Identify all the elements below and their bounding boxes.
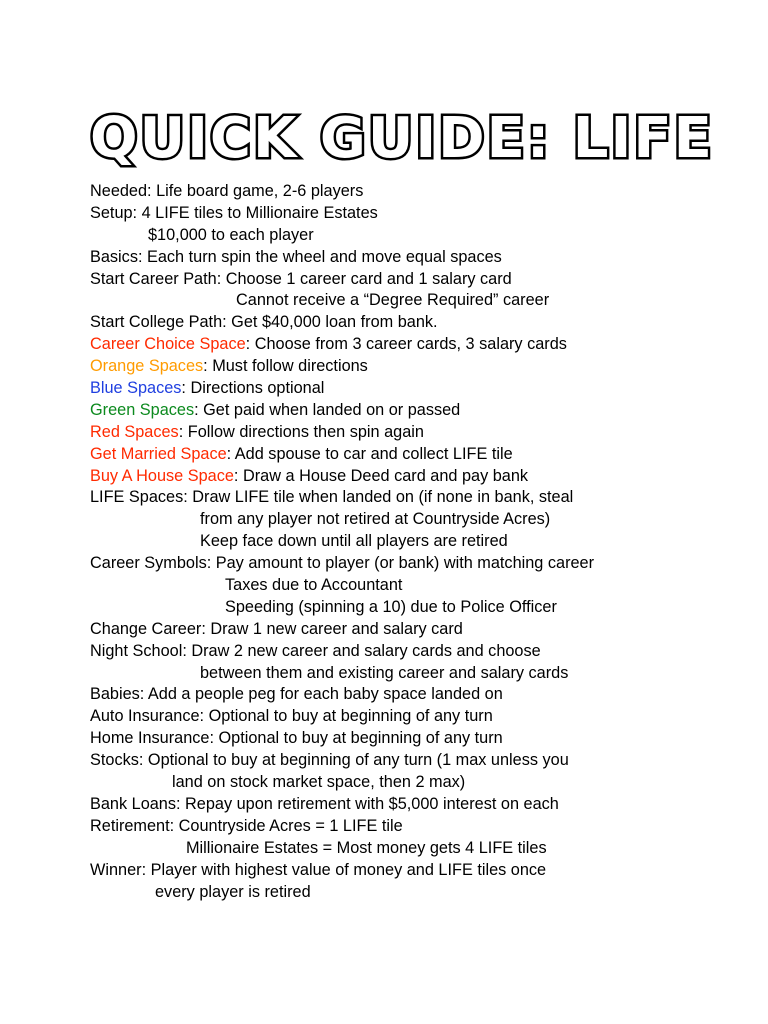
blue-spaces-text: : Directions optional — [181, 379, 325, 398]
line-night-school: Night School: Draw 2 new career and salary cards and choose — [90, 641, 541, 660]
green-spaces-label: Green Spaces — [90, 400, 195, 419]
line-career-symbols: Career Symbols: Pay amount to player (or bank) with matching career — [90, 554, 595, 573]
line-home-insurance: Home Insurance: Optional to buy at beginning of any turn — [90, 729, 503, 748]
guide-body — [90, 181, 760, 903]
get-married-label: Get Married Space — [90, 444, 227, 463]
line-winner-continued: every player is retired — [155, 882, 311, 901]
line-stocks: Stocks: Optional to buy at beginning of any turn (1 max unless you — [90, 751, 569, 770]
line-career-symbols-continued: Taxes due to Accountant — [225, 576, 403, 595]
orange-spaces-text: : Must follow directions — [203, 357, 368, 376]
line-life-spaces: LIFE Spaces: Draw LIFE tile when landed on (if none in bank, steal — [90, 488, 574, 507]
line-night-school-continued: between them and existing career and salary cards — [200, 663, 569, 682]
line-life-spaces-continued: from any player not retired at Countryside Acres) — [200, 510, 551, 529]
line-babies: Babies: Add a people peg for each baby space landed on — [90, 685, 503, 704]
line-life-spaces-continued-2: Keep face down until all players are retired — [200, 532, 508, 551]
line-stocks-continued: land on stock market space, then 2 max) — [172, 773, 466, 792]
line-setup-continued: $10,000 to each player — [148, 225, 314, 244]
line-career-symbols-continued-2: Speeding (spinning a 10) due to Police Officer — [225, 597, 557, 616]
buy-house-label: Buy A House Space — [90, 466, 234, 485]
career-choice-label: Career Choice Space — [90, 335, 246, 354]
line-career-path: Start Career Path: Choose 1 career card and 1 salary card — [90, 269, 512, 288]
line-change-career: Change Career: Draw 1 new career and salary card — [90, 619, 463, 638]
red-spaces-label: Red Spaces — [90, 422, 179, 441]
line-red-spaces — [90, 422, 760, 444]
line-blue-spaces — [90, 378, 760, 400]
line-retirement: Retirement: Countryside Acres = 1 LIFE tile — [90, 816, 403, 835]
line-auto-insurance: Auto Insurance: Optional to buy at beginning of any turn — [90, 707, 493, 726]
line-buy-house — [90, 466, 760, 488]
line-orange-spaces — [90, 356, 760, 378]
line-career-path-continued: Cannot receive a “Degree Required” career — [236, 291, 550, 310]
line-college-path: Start College Path: Get $40,000 loan from bank. — [90, 313, 438, 332]
line-setup: Setup: 4 LIFE tiles to Millionaire Estates — [90, 203, 378, 222]
buy-house-text: : Draw a House Deed card and pay bank — [233, 466, 529, 485]
green-spaces-text: : Get paid when landed on or passed — [194, 400, 461, 419]
red-spaces-text: : Follow directions then spin again — [178, 422, 424, 441]
line-needed: Needed: Life board game, 2-6 players — [90, 182, 364, 200]
orange-spaces-label: Orange Spaces — [90, 357, 204, 376]
get-married-text: : Add spouse to car and collect LIFE tile — [226, 444, 513, 463]
line-retirement-continued: Millionaire Estates = Most money gets 4 LIFE tiles — [186, 838, 547, 857]
line-green-spaces — [90, 400, 760, 422]
line-career-choice — [90, 334, 760, 356]
blue-spaces-label: Blue Spaces — [90, 379, 182, 398]
page-title: QUICK GUIDE: LIFE — [90, 106, 714, 171]
line-winner: Winner: Player with highest value of money and LIFE tiles once — [90, 860, 547, 879]
line-get-married — [90, 444, 760, 466]
line-bank-loans: Bank Loans: Repay upon retirement with $5,000 interest on each — [90, 794, 559, 813]
career-choice-text: : Choose from 3 career cards, 3 salary cards — [245, 335, 567, 354]
line-basics: Basics: Each turn spin the wheel and move equal spaces — [90, 247, 502, 266]
